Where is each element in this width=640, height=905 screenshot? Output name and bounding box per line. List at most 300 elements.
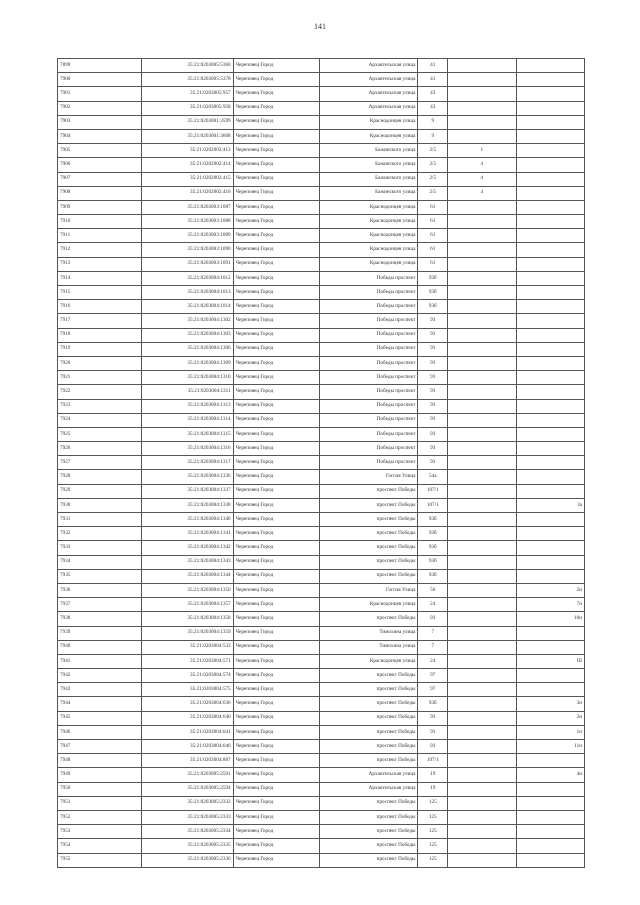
city-cell: Череповец Город <box>233 356 320 370</box>
cadastral-number: 35:21:0203004:1013 <box>142 286 233 300</box>
city-cell: Череповец Город <box>233 229 320 243</box>
flat-cell <box>516 555 584 569</box>
cadastral-number: 35:21:0203004:1303 <box>142 328 233 342</box>
cadastral-number: 35:21:0203004:1014 <box>142 300 233 314</box>
street-cell: Краснодонцев улица <box>320 115 418 129</box>
house-cell: 61 <box>418 200 448 214</box>
street-cell: Гоголя Улица <box>320 470 418 484</box>
flat-cell <box>516 456 584 470</box>
row-number: 7900 <box>58 73 142 87</box>
flat-cell <box>516 527 584 541</box>
building-cell <box>448 286 516 300</box>
city-cell: Череповец Город <box>233 271 320 285</box>
street-cell: Бажинского улица <box>320 186 418 200</box>
city-cell: Череповец Город <box>233 498 320 512</box>
cadastral-number: 35:21:0203004:1306 <box>142 342 233 356</box>
street-cell: проспект Победы <box>320 725 418 739</box>
table-row <box>58 356 585 370</box>
table-row <box>58 555 585 569</box>
house-cell: 2/5 <box>418 158 448 172</box>
row-number: 7935 <box>58 569 142 583</box>
city-cell: Череповец Город <box>233 129 320 143</box>
flat-cell <box>516 853 584 867</box>
city-cell: Череповец Город <box>233 853 320 867</box>
row-number: 7948 <box>58 754 142 768</box>
city-cell: Череповец Город <box>233 612 320 626</box>
street-cell: Победы проспект <box>320 356 418 370</box>
building-cell <box>448 215 516 229</box>
row-number: 7940 <box>58 640 142 654</box>
table-row <box>58 697 585 711</box>
table-row <box>58 711 585 725</box>
flat-cell <box>516 399 584 413</box>
cadastral-number: 35:21:0203005:5378 <box>142 73 233 87</box>
building-cell <box>448 328 516 342</box>
street-cell: проспект Победы <box>320 541 418 555</box>
city-cell: Череповец Город <box>233 215 320 229</box>
cadastral-number: 35:21:0203005:2591 <box>142 768 233 782</box>
cadastral-number: 35:21:0203004:1314 <box>142 413 233 427</box>
building-cell: 4 <box>448 158 516 172</box>
building-cell <box>448 427 516 441</box>
cadastral-number: 35:21:0203003:1091 <box>142 257 233 271</box>
city-cell: Череповец Город <box>233 59 320 73</box>
building-cell <box>448 101 516 115</box>
flat-cell <box>516 626 584 640</box>
flat-cell: 1н <box>516 725 584 739</box>
city-cell: Череповец Город <box>233 470 320 484</box>
city-cell: Череповец Город <box>233 413 320 427</box>
house-cell: 24 <box>418 598 448 612</box>
street-cell: проспект Победы <box>320 527 418 541</box>
registry-table <box>57 58 585 868</box>
flat-cell <box>516 342 584 356</box>
row-number: 7950 <box>58 782 142 796</box>
city-cell: Череповец Город <box>233 796 320 810</box>
table-row <box>58 200 585 214</box>
row-number: 7930 <box>58 498 142 512</box>
house-cell: 93 <box>418 427 448 441</box>
cadastral-number: 35:21:0203003:1087 <box>142 200 233 214</box>
building-cell <box>448 73 516 87</box>
flat-cell <box>516 158 584 172</box>
cadastral-number: 35:21:0203004:575 <box>142 683 233 697</box>
city-cell: Череповец Город <box>233 257 320 271</box>
building-cell <box>448 796 516 810</box>
flat-cell <box>516 215 584 229</box>
house-cell: 19 <box>418 782 448 796</box>
flat-cell <box>516 640 584 654</box>
building-cell <box>448 654 516 668</box>
city-cell: Череповец Город <box>233 782 320 796</box>
cadastral-number: 35:21:0203004:1302 <box>142 314 233 328</box>
row-number: 7942 <box>58 669 142 683</box>
flat-cell <box>516 569 584 583</box>
building-cell <box>448 541 516 555</box>
street-cell: проспект Победы <box>320 796 418 810</box>
city-cell: Череповец Город <box>233 711 320 725</box>
city-cell: Череповец Город <box>233 768 320 782</box>
house-cell: 93 <box>418 612 448 626</box>
table-row <box>58 115 585 129</box>
cadastral-number: 35:21:0203004:636 <box>142 697 233 711</box>
cadastral-number: 35:21:0203003:1090 <box>142 243 233 257</box>
flat-cell <box>516 243 584 257</box>
row-number: 7905 <box>58 144 142 158</box>
row-number: 7912 <box>58 243 142 257</box>
table-row <box>58 839 585 853</box>
building-cell <box>448 612 516 626</box>
street-cell: проспект Победы <box>320 740 418 754</box>
city-cell: Череповец Город <box>233 73 320 87</box>
cadastral-number: 35:21:0203004:1309 <box>142 356 233 370</box>
row-number: 7903 <box>58 115 142 129</box>
city-cell: Череповец Город <box>233 342 320 356</box>
flat-cell <box>516 115 584 129</box>
city-cell: Череповец Город <box>233 839 320 853</box>
building-cell <box>448 87 516 101</box>
flat-cell <box>516 186 584 200</box>
cadastral-number: 35:21:0203004:1343 <box>142 555 233 569</box>
building-cell: 4 <box>448 186 516 200</box>
table-row <box>58 286 585 300</box>
row-number: 7902 <box>58 101 142 115</box>
building-cell <box>448 711 516 725</box>
table-row <box>58 73 585 87</box>
table-row <box>58 470 585 484</box>
city-cell: Череповец Город <box>233 286 320 300</box>
table-row <box>58 442 585 456</box>
table-row <box>58 172 585 186</box>
city-cell: Череповец Город <box>233 427 320 441</box>
cadastral-number: 35:21:0202002:413 <box>142 144 233 158</box>
city-cell: Череповец Город <box>233 640 320 654</box>
street-cell: проспект Победы <box>320 569 418 583</box>
house-cell: 61 <box>418 215 448 229</box>
row-number: 7913 <box>58 257 142 271</box>
flat-cell <box>516 513 584 527</box>
house-cell: 93 <box>418 328 448 342</box>
table-row <box>58 215 585 229</box>
street-cell: Бажинского улица <box>320 158 418 172</box>
street-cell: проспект Победы <box>320 754 418 768</box>
flat-cell: 2н <box>516 711 584 725</box>
street-cell: проспект Победы <box>320 669 418 683</box>
row-number: 7906 <box>58 158 142 172</box>
house-cell: 9 <box>418 115 448 129</box>
building-cell <box>448 342 516 356</box>
street-cell: проспект Победы <box>320 839 418 853</box>
house-cell: 125 <box>418 810 448 824</box>
street-cell: Краснодонцев улица <box>320 257 418 271</box>
table-row <box>58 796 585 810</box>
cadastral-number: 35:21:0203004:1317 <box>142 456 233 470</box>
table-row <box>58 314 585 328</box>
row-number: 7915 <box>58 286 142 300</box>
cadastral-number: 35:21:0203004:533 <box>142 640 233 654</box>
house-cell: 43 <box>418 87 448 101</box>
street-cell: Бажинского улица <box>320 144 418 158</box>
street-cell: Архангельская улица <box>320 59 418 73</box>
house-cell: 93 <box>418 413 448 427</box>
row-number: 7922 <box>58 385 142 399</box>
flat-cell <box>516 541 584 555</box>
street-cell: Гоголя Улица <box>320 583 418 597</box>
city-cell: Череповец Город <box>233 371 320 385</box>
flat-cell: 4н <box>516 768 584 782</box>
city-cell: Череповец Город <box>233 484 320 498</box>
city-cell: Череповец Город <box>233 243 320 257</box>
building-cell <box>448 810 516 824</box>
table-row <box>58 129 585 143</box>
table-row <box>58 640 585 654</box>
house-cell: 43 <box>418 101 448 115</box>
house-cell: 93 <box>418 314 448 328</box>
building-cell <box>448 683 516 697</box>
building-cell <box>448 129 516 143</box>
street-cell: Победы проспект <box>320 385 418 399</box>
cadastral-number: 35:21:0203004:1316 <box>142 442 233 456</box>
cadastral-number: 35:21:0203005:2335 <box>142 839 233 853</box>
row-number: 7923 <box>58 399 142 413</box>
flat-cell <box>516 442 584 456</box>
street-cell: Тимохина улица <box>320 640 418 654</box>
cadastral-number: 35:21:0203005:2332 <box>142 796 233 810</box>
building-cell <box>448 853 516 867</box>
row-number: 7928 <box>58 470 142 484</box>
building-cell <box>448 754 516 768</box>
house-cell: 93 <box>418 456 448 470</box>
building-cell <box>448 640 516 654</box>
row-number: 7946 <box>58 725 142 739</box>
cadastral-number: 35:21:0203004:646 <box>142 740 233 754</box>
cadastral-number: 35:21:0203004:1342 <box>142 541 233 555</box>
row-number: 7941 <box>58 654 142 668</box>
flat-cell <box>516 385 584 399</box>
building-cell <box>448 740 516 754</box>
flat-cell <box>516 470 584 484</box>
table-row <box>58 229 585 243</box>
flat-cell <box>516 669 584 683</box>
house-cell: 97 <box>418 669 448 683</box>
city-cell: Череповец Город <box>233 754 320 768</box>
flat-cell: 11н <box>516 740 584 754</box>
row-number: 7921 <box>58 371 142 385</box>
house-cell: 125 <box>418 853 448 867</box>
building-cell <box>448 456 516 470</box>
table-row <box>58 371 585 385</box>
street-cell: Архангельская улица <box>320 101 418 115</box>
table-row <box>58 654 585 668</box>
house-cell: 61 <box>418 257 448 271</box>
table-row <box>58 484 585 498</box>
row-number: 7938 <box>58 612 142 626</box>
flat-cell: III <box>516 654 584 668</box>
row-number: 7953 <box>58 825 142 839</box>
row-number: 7947 <box>58 740 142 754</box>
table-row <box>58 328 585 342</box>
flat-cell <box>516 796 584 810</box>
street-cell: Победы проспект <box>320 427 418 441</box>
building-cell <box>448 527 516 541</box>
building-cell <box>448 399 516 413</box>
row-number: 7945 <box>58 711 142 725</box>
row-number: 7929 <box>58 484 142 498</box>
flat-cell <box>516 754 584 768</box>
cadastral-number: 35:21:0203004:640 <box>142 711 233 725</box>
table-row <box>58 825 585 839</box>
house-cell: 19 <box>418 768 448 782</box>
city-cell: Череповец Город <box>233 683 320 697</box>
street-cell: Архангельская улица <box>320 73 418 87</box>
table-row <box>58 413 585 427</box>
house-cell: 61 <box>418 229 448 243</box>
cadastral-number: 35:21:0203005:2334 <box>142 825 233 839</box>
flat-cell <box>516 782 584 796</box>
row-number: 7934 <box>58 555 142 569</box>
row-number: 7904 <box>58 129 142 143</box>
building-cell <box>448 271 516 285</box>
city-cell: Череповец Город <box>233 669 320 683</box>
row-number: 7952 <box>58 810 142 824</box>
city-cell: Череповец Город <box>233 314 320 328</box>
building-cell <box>448 626 516 640</box>
building-cell <box>448 300 516 314</box>
house-cell: 2/5 <box>418 186 448 200</box>
row-number: 7932 <box>58 527 142 541</box>
table-row <box>58 725 585 739</box>
building-cell <box>448 413 516 427</box>
flat-cell <box>516 427 584 441</box>
city-cell: Череповец Город <box>233 527 320 541</box>
building-cell <box>448 371 516 385</box>
street-cell: Краснодонцев улица <box>320 215 418 229</box>
page-number: 141 <box>314 22 326 31</box>
house-cell: 61 <box>418 243 448 257</box>
city-cell: Череповец Город <box>233 583 320 597</box>
table-row <box>58 456 585 470</box>
cadastral-number: 35:21:0203004:1315 <box>142 427 233 441</box>
cadastral-number: 35:21:0203004:1357 <box>142 598 233 612</box>
house-cell: 93 <box>418 356 448 370</box>
street-cell: Победы проспект <box>320 314 418 328</box>
table-row <box>58 853 585 867</box>
flat-cell <box>516 144 584 158</box>
row-number: 7939 <box>58 626 142 640</box>
building-cell <box>448 314 516 328</box>
city-cell: Череповец Город <box>233 541 320 555</box>
flat-cell <box>516 825 584 839</box>
row-number: 7911 <box>58 229 142 243</box>
building-cell <box>448 356 516 370</box>
table-row <box>58 300 585 314</box>
street-cell: Архангельская улица <box>320 87 418 101</box>
flat-cell: 10н <box>516 612 584 626</box>
house-cell: 56 <box>418 583 448 597</box>
flat-cell <box>516 73 584 87</box>
building-cell <box>448 583 516 597</box>
street-cell: Победы проспект <box>320 328 418 342</box>
flat-cell <box>516 484 584 498</box>
cadastral-number: 35:21:0203004:1012 <box>142 271 233 285</box>
house-cell: 97 <box>418 683 448 697</box>
building-cell <box>448 442 516 456</box>
city-cell: Череповец Город <box>233 697 320 711</box>
house-cell: 93б <box>418 697 448 711</box>
street-cell: проспект Победы <box>320 853 418 867</box>
cadastral-number: 35:21:0203001:3599 <box>142 115 233 129</box>
street-cell: Победы проспект <box>320 399 418 413</box>
cadastral-number: 35:21:0203004:1341 <box>142 527 233 541</box>
building-cell <box>448 243 516 257</box>
house-cell: 93 <box>418 725 448 739</box>
row-number: 7937 <box>58 598 142 612</box>
table-row <box>58 399 585 413</box>
city-cell: Череповец Город <box>233 101 320 115</box>
house-cell: 93 <box>418 342 448 356</box>
flat-cell <box>516 371 584 385</box>
flat-cell <box>516 87 584 101</box>
row-number: 7943 <box>58 683 142 697</box>
row-number: 7919 <box>58 342 142 356</box>
city-cell: Череповец Город <box>233 186 320 200</box>
table-row <box>58 243 585 257</box>
street-cell: Краснодонцев улица <box>320 598 418 612</box>
table-row <box>58 669 585 683</box>
city-cell: Череповец Город <box>233 569 320 583</box>
street-cell: Краснодонцев улица <box>320 200 418 214</box>
cadastral-number: 35:21:0203004:1336 <box>142 470 233 484</box>
street-cell: Победы проспект <box>320 300 418 314</box>
house-cell: 54а <box>418 470 448 484</box>
cadastral-number: 35:21:0203005:2333 <box>142 810 233 824</box>
house-cell: 93б <box>418 286 448 300</box>
street-cell: Тимохина улица <box>320 626 418 640</box>
city-cell: Череповец Город <box>233 300 320 314</box>
row-number: 7924 <box>58 413 142 427</box>
cadastral-number: 35:21:0203004:1311 <box>142 385 233 399</box>
city-cell: Череповец Город <box>233 87 320 101</box>
house-cell: 2/5 <box>418 172 448 186</box>
flat-cell <box>516 328 584 342</box>
house-cell: 93 <box>418 740 448 754</box>
table-row <box>58 257 585 271</box>
cadastral-number: 35:21:0203003:1088 <box>142 215 233 229</box>
cadastral-number: 35:21:0203004:1359 <box>142 626 233 640</box>
row-number: 7901 <box>58 87 142 101</box>
row-number: 7933 <box>58 541 142 555</box>
cadastral-number: 35:21:0202002:416 <box>142 186 233 200</box>
cadastral-number: 35:21:0203003:1089 <box>142 229 233 243</box>
building-cell <box>448 59 516 73</box>
city-cell: Череповец Город <box>233 158 320 172</box>
registry-table-body <box>58 59 585 868</box>
table-row <box>58 385 585 399</box>
row-number: 7917 <box>58 314 142 328</box>
cadastral-number: 35:21:0203004:1338 <box>142 498 233 512</box>
street-cell: Победы проспект <box>320 342 418 356</box>
row-number: 7954 <box>58 839 142 853</box>
building-cell <box>448 257 516 271</box>
building-cell <box>448 470 516 484</box>
street-cell: проспект Победы <box>320 683 418 697</box>
table-row <box>58 59 585 73</box>
flat-cell <box>516 839 584 853</box>
city-cell: Череповец Город <box>233 115 320 129</box>
city-cell: Череповец Город <box>233 200 320 214</box>
city-cell: Череповец Город <box>233 385 320 399</box>
house-cell: 41 <box>418 73 448 87</box>
